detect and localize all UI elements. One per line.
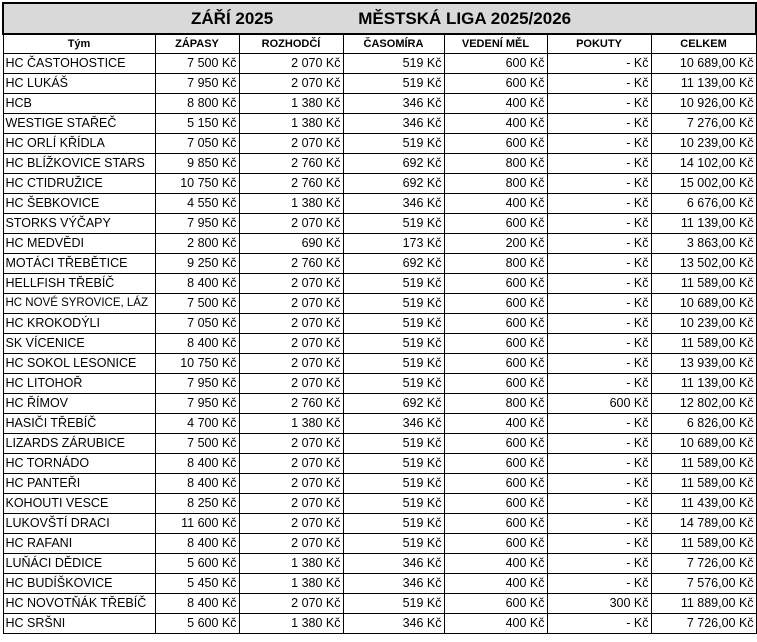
cell-total[interactable]: 11 889,00 Kč [651, 593, 756, 613]
cell-team[interactable]: HC KROKODÝLI [3, 313, 155, 333]
cell-referees[interactable]: 2 070 Kč [239, 453, 343, 473]
table-row [3, 493, 756, 513]
cell-referees[interactable]: 2 070 Kč [239, 493, 343, 513]
cell-management[interactable]: 600 Kč [444, 213, 547, 233]
cell-matches[interactable]: 7 950 Kč [155, 393, 239, 413]
cell-total[interactable]: 11 589,00 Kč [651, 333, 756, 353]
cell-referees[interactable]: 2 070 Kč [239, 293, 343, 313]
cell-penalties[interactable]: 600 Kč [547, 393, 651, 413]
cell-team[interactable]: HC ORLÍ KŘÍDLA [3, 133, 155, 153]
cell-management[interactable]: 600 Kč [444, 593, 547, 613]
cell-management[interactable]: 400 Kč [444, 613, 547, 633]
cell-referees[interactable]: 2 070 Kč [239, 273, 343, 293]
cell-matches[interactable]: 11 600 Kč [155, 513, 239, 533]
cell-matches[interactable]: 7 950 Kč [155, 73, 239, 93]
cell-management[interactable]: 400 Kč [444, 413, 547, 433]
cell-referees[interactable]: 690 Kč [239, 233, 343, 253]
cell-timekeeping[interactable]: 519 Kč [343, 433, 444, 453]
cell-penalties[interactable]: - Kč [547, 173, 651, 193]
cell-penalties[interactable]: - Kč [547, 533, 651, 553]
cell-team[interactable]: HC TORNÁDO [3, 453, 155, 473]
cell-total[interactable]: 10 689,00 Kč [651, 433, 756, 453]
cell-team[interactable]: SK VÍCENICE [3, 333, 155, 353]
cell-timekeeping[interactable]: 519 Kč [343, 53, 444, 73]
table-row [3, 193, 756, 213]
cell-management[interactable]: 600 Kč [444, 373, 547, 393]
cell-management[interactable]: 600 Kč [444, 513, 547, 533]
cell-management[interactable]: 600 Kč [444, 53, 547, 73]
cell-total[interactable]: 6 826,00 Kč [651, 413, 756, 433]
cell-matches[interactable]: 5 150 Kč [155, 113, 239, 133]
cell-penalties[interactable]: - Kč [547, 73, 651, 93]
cell-team[interactable]: HC ŠEBKOVICE [3, 193, 155, 213]
cell-management[interactable]: 600 Kč [444, 273, 547, 293]
cell-total[interactable]: 6 676,00 Kč [651, 193, 756, 213]
table-row [3, 433, 756, 453]
cell-total[interactable]: 11 139,00 Kč [651, 373, 756, 393]
cell-referees[interactable]: 1 380 Kč [239, 93, 343, 113]
header-referees[interactable]: ROZHODČÍ [239, 34, 343, 53]
cell-penalties[interactable]: - Kč [547, 493, 651, 513]
table-row [3, 153, 756, 173]
cell-management[interactable]: 600 Kč [444, 313, 547, 333]
header-total[interactable]: CELKEM [651, 34, 756, 53]
table-row [3, 553, 756, 573]
cell-total[interactable]: 13 502,00 Kč [651, 253, 756, 273]
cell-team[interactable]: WESTIGE STAŘEČ [3, 113, 155, 133]
cell-team[interactable]: HC LITOHOŘ [3, 373, 155, 393]
table-row [3, 513, 756, 533]
cell-timekeeping[interactable]: 692 Kč [343, 173, 444, 193]
cell-timekeeping[interactable]: 519 Kč [343, 533, 444, 553]
cell-timekeeping[interactable]: 519 Kč [343, 453, 444, 473]
table-row [3, 393, 756, 413]
cell-total[interactable]: 7 726,00 Kč [651, 553, 756, 573]
cell-team[interactable]: STORKS VÝČAPY [3, 213, 155, 233]
cell-matches[interactable]: 5 450 Kč [155, 573, 239, 593]
cell-matches[interactable]: 4 700 Kč [155, 413, 239, 433]
cell-management[interactable]: 600 Kč [444, 353, 547, 373]
cell-management[interactable]: 600 Kč [444, 493, 547, 513]
table-row [3, 313, 756, 333]
cell-total[interactable]: 11 589,00 Kč [651, 453, 756, 473]
cell-penalties[interactable]: - Kč [547, 313, 651, 333]
cell-penalties[interactable]: - Kč [547, 473, 651, 493]
table-row [3, 233, 756, 253]
league-fees-table [2, 2, 757, 634]
cell-matches[interactable]: 7 500 Kč [155, 53, 239, 73]
table-row [3, 613, 756, 633]
cell-total[interactable]: 12 802,00 Kč [651, 393, 756, 413]
cell-total[interactable]: 3 863,00 Kč [651, 233, 756, 253]
cell-total[interactable]: 10 926,00 Kč [651, 93, 756, 113]
cell-management[interactable]: 400 Kč [444, 193, 547, 213]
cell-matches[interactable]: 7 500 Kč [155, 433, 239, 453]
table-row [3, 333, 756, 353]
cell-matches[interactable]: 4 550 Kč [155, 193, 239, 213]
cell-team[interactable]: HC NOVÉ SYROVICE, LÁZ [3, 293, 155, 313]
cell-penalties[interactable]: - Kč [547, 373, 651, 393]
cell-management[interactable]: 600 Kč [444, 433, 547, 453]
cell-penalties[interactable]: - Kč [547, 553, 651, 573]
cell-team[interactable]: HC BLÍŽKOVICE STARS [3, 153, 155, 173]
table-row [3, 293, 756, 313]
cell-total[interactable]: 10 689,00 Kč [651, 293, 756, 313]
cell-timekeeping[interactable]: 519 Kč [343, 73, 444, 93]
table-row [3, 213, 756, 233]
cell-penalties[interactable]: - Kč [547, 113, 651, 133]
cell-penalties[interactable]: - Kč [547, 233, 651, 253]
cell-referees[interactable]: 2 070 Kč [239, 433, 343, 453]
table-row [3, 453, 756, 473]
cell-matches[interactable]: 7 950 Kč [155, 373, 239, 393]
table-row [3, 53, 756, 73]
cell-team[interactable]: LUKOVŠTÍ DRACI [3, 513, 155, 533]
cell-referees[interactable]: 2 070 Kč [239, 73, 343, 93]
cell-team[interactable]: HC SOKOL LESONICE [3, 353, 155, 373]
cell-team[interactable]: HC NOVOTŇÁK TŘEBÍČ [3, 593, 155, 613]
cell-timekeeping[interactable]: 346 Kč [343, 613, 444, 633]
table-row [3, 413, 756, 433]
cell-management[interactable]: 600 Kč [444, 473, 547, 493]
cell-management[interactable]: 600 Kč [444, 133, 547, 153]
cell-team[interactable]: HC CTIDRUŽICE [3, 173, 155, 193]
cell-total[interactable]: 14 102,00 Kč [651, 153, 756, 173]
cell-referees[interactable]: 2 760 Kč [239, 253, 343, 273]
table-row [3, 473, 756, 493]
cell-referees[interactable]: 2 070 Kč [239, 353, 343, 373]
cell-total[interactable]: 10 239,00 Kč [651, 313, 756, 333]
table-row [3, 133, 756, 153]
cell-referees[interactable]: 2 070 Kč [239, 473, 343, 493]
cell-total[interactable]: 15 002,00 Kč [651, 173, 756, 193]
cell-total[interactable]: 10 689,00 Kč [651, 53, 756, 73]
cell-matches[interactable]: 10 750 Kč [155, 353, 239, 373]
cell-matches[interactable]: 7 500 Kč [155, 293, 239, 313]
cell-management[interactable]: 600 Kč [444, 293, 547, 313]
cell-management[interactable]: 600 Kč [444, 533, 547, 553]
cell-referees[interactable]: 2 070 Kč [239, 373, 343, 393]
cell-referees[interactable]: 1 380 Kč [239, 553, 343, 573]
cell-team[interactable]: HELLFISH TŘEBÍČ [3, 273, 155, 293]
cell-timekeeping[interactable]: 519 Kč [343, 493, 444, 513]
cell-penalties[interactable]: - Kč [547, 53, 651, 73]
cell-timekeeping[interactable]: 519 Kč [343, 593, 444, 613]
cell-timekeeping[interactable]: 519 Kč [343, 313, 444, 333]
cell-total[interactable]: 13 939,00 Kč [651, 353, 756, 373]
title-month: ZÁŘÍ 2025 [191, 8, 274, 28]
cell-referees[interactable]: 1 380 Kč [239, 193, 343, 213]
cell-referees[interactable]: 1 380 Kč [239, 573, 343, 593]
cell-total[interactable]: 11 589,00 Kč [651, 273, 756, 293]
cell-referees[interactable]: 2 070 Kč [239, 213, 343, 233]
cell-management[interactable]: 600 Kč [444, 453, 547, 473]
cell-timekeeping[interactable]: 346 Kč [343, 573, 444, 593]
cell-penalties[interactable]: 300 Kč [547, 593, 651, 613]
cell-matches[interactable]: 8 400 Kč [155, 473, 239, 493]
cell-total[interactable]: 7 726,00 Kč [651, 613, 756, 633]
table-row [3, 353, 756, 373]
cell-timekeeping[interactable]: 519 Kč [343, 133, 444, 153]
cell-team[interactable]: LUŇÁCI DĚDICE [3, 553, 155, 573]
cell-timekeeping[interactable]: 519 Kč [343, 373, 444, 393]
cell-timekeeping[interactable]: 519 Kč [343, 513, 444, 533]
cell-management[interactable]: 800 Kč [444, 153, 547, 173]
cell-referees[interactable]: 2 070 Kč [239, 133, 343, 153]
cell-matches[interactable]: 8 250 Kč [155, 493, 239, 513]
header-management[interactable]: VEDENÍ MĚL [444, 34, 547, 53]
cell-timekeeping[interactable]: 173 Kč [343, 233, 444, 253]
cell-penalties[interactable]: - Kč [547, 613, 651, 633]
cell-total[interactable]: 11 589,00 Kč [651, 533, 756, 553]
cell-referees[interactable]: 2 070 Kč [239, 313, 343, 333]
cell-team[interactable]: HC RAFANI [3, 533, 155, 553]
cell-team[interactable]: HC ŘÍMOV [3, 393, 155, 413]
cell-timekeeping[interactable]: 692 Kč [343, 153, 444, 173]
cell-penalties[interactable]: - Kč [547, 413, 651, 433]
cell-penalties[interactable]: - Kč [547, 153, 651, 173]
cell-management[interactable]: 600 Kč [444, 73, 547, 93]
cell-management[interactable]: 200 Kč [444, 233, 547, 253]
cell-penalties[interactable]: - Kč [547, 133, 651, 153]
cell-referees[interactable]: 1 380 Kč [239, 413, 343, 433]
cell-timekeeping[interactable]: 346 Kč [343, 113, 444, 133]
cell-team[interactable]: MOTÁCI TŘEBĚTICE [3, 253, 155, 273]
cell-timekeeping[interactable]: 519 Kč [343, 333, 444, 353]
table-row [3, 373, 756, 393]
cell-referees[interactable]: 2 070 Kč [239, 513, 343, 533]
cell-penalties[interactable]: - Kč [547, 353, 651, 373]
table-row [3, 253, 756, 273]
cell-penalties[interactable]: - Kč [547, 193, 651, 213]
cell-matches[interactable]: 10 750 Kč [155, 173, 239, 193]
cell-referees[interactable]: 1 380 Kč [239, 113, 343, 133]
cell-penalties[interactable]: - Kč [547, 573, 651, 593]
cell-timekeeping[interactable]: 519 Kč [343, 353, 444, 373]
cell-penalties[interactable]: - Kč [547, 253, 651, 273]
cell-team[interactable]: HC MEDVĚDI [3, 233, 155, 253]
cell-referees[interactable]: 2 760 Kč [239, 393, 343, 413]
table-row [3, 273, 756, 293]
cell-team[interactable]: HC SRŠNI [3, 613, 155, 633]
cell-penalties[interactable]: - Kč [547, 213, 651, 233]
cell-timekeeping[interactable]: 692 Kč [343, 253, 444, 273]
table-row [3, 573, 756, 593]
cell-penalties[interactable]: - Kč [547, 273, 651, 293]
cell-matches[interactable]: 8 400 Kč [155, 593, 239, 613]
cell-total[interactable]: 11 139,00 Kč [651, 73, 756, 93]
cell-timekeeping[interactable]: 519 Kč [343, 213, 444, 233]
header-timekeeping[interactable]: ČASOMÍRA [343, 34, 444, 53]
cell-matches[interactable]: 8 400 Kč [155, 333, 239, 353]
cell-total[interactable]: 7 276,00 Kč [651, 113, 756, 133]
cell-total[interactable]: 10 239,00 Kč [651, 133, 756, 153]
table-row [3, 593, 756, 613]
table-row [3, 73, 756, 93]
header-penalties[interactable]: POKUTY [547, 34, 651, 53]
cell-timekeeping[interactable]: 519 Kč [343, 473, 444, 493]
cell-team[interactable]: HCB [3, 93, 155, 113]
cell-referees[interactable]: 2 070 Kč [239, 53, 343, 73]
cell-referees[interactable]: 2 070 Kč [239, 593, 343, 613]
cell-matches[interactable]: 8 400 Kč [155, 453, 239, 473]
cell-penalties[interactable]: - Kč [547, 333, 651, 353]
cell-team[interactable]: LIZARDS ZÁRUBICE [3, 433, 155, 453]
cell-total[interactable]: 11 589,00 Kč [651, 473, 756, 493]
cell-total[interactable]: 11 139,00 Kč [651, 213, 756, 233]
cell-penalties[interactable]: - Kč [547, 93, 651, 113]
cell-total[interactable]: 7 576,00 Kč [651, 573, 756, 593]
cell-management[interactable]: 800 Kč [444, 173, 547, 193]
cell-matches[interactable]: 8 400 Kč [155, 273, 239, 293]
cell-timekeeping[interactable]: 346 Kč [343, 553, 444, 573]
cell-penalties[interactable]: - Kč [547, 453, 651, 473]
cell-matches[interactable]: 9 850 Kč [155, 153, 239, 173]
cell-matches[interactable]: 7 050 Kč [155, 133, 239, 153]
cell-matches[interactable]: 5 600 Kč [155, 613, 239, 633]
table-row [3, 173, 756, 193]
cell-management[interactable]: 800 Kč [444, 393, 547, 413]
cell-timekeeping[interactable]: 346 Kč [343, 193, 444, 213]
spreadsheet [2, 2, 755, 634]
cell-matches[interactable]: 8 800 Kč [155, 93, 239, 113]
cell-team[interactable]: HC LUKÁŠ [3, 73, 155, 93]
cell-management[interactable]: 400 Kč [444, 553, 547, 573]
cell-team[interactable]: HC PANTEŘI [3, 473, 155, 493]
cell-matches[interactable]: 7 950 Kč [155, 213, 239, 233]
cell-total[interactable]: 11 439,00 Kč [651, 493, 756, 513]
cell-matches[interactable]: 5 600 Kč [155, 553, 239, 573]
table-row [3, 533, 756, 553]
cell-penalties[interactable]: - Kč [547, 293, 651, 313]
cell-matches[interactable]: 9 250 Kč [155, 253, 239, 273]
cell-team[interactable]: HASIČI TŘEBÍČ [3, 413, 155, 433]
title-row [3, 3, 756, 34]
cell-total[interactable]: 14 789,00 Kč [651, 513, 756, 533]
cell-team[interactable]: HC ČASTOHOSTICE [3, 53, 155, 73]
cell-timekeeping[interactable]: 519 Kč [343, 293, 444, 313]
title-league: MĚSTSKÁ LIGA 2025/2026 [358, 8, 572, 28]
cell-matches[interactable]: 8 400 Kč [155, 533, 239, 553]
cell-penalties[interactable]: - Kč [547, 433, 651, 453]
cell-management[interactable]: 400 Kč [444, 573, 547, 593]
cell-referees[interactable]: 2 070 Kč [239, 333, 343, 353]
cell-referees[interactable]: 1 380 Kč [239, 613, 343, 633]
cell-matches[interactable]: 7 050 Kč [155, 313, 239, 333]
cell-matches[interactable]: 2 800 Kč [155, 233, 239, 253]
cell-management[interactable]: 800 Kč [444, 253, 547, 273]
cell-referees[interactable]: 2 070 Kč [239, 533, 343, 553]
title-cell[interactable] [3, 3, 756, 34]
table-body [3, 53, 756, 633]
cell-referees[interactable]: 2 760 Kč [239, 153, 343, 173]
header-matches[interactable]: ZÁPASY [155, 34, 239, 53]
table-row [3, 93, 756, 113]
table-row [3, 113, 756, 133]
cell-management[interactable]: 600 Kč [444, 333, 547, 353]
cell-penalties[interactable]: - Kč [547, 513, 651, 533]
cell-management[interactable]: 400 Kč [444, 93, 547, 113]
cell-team[interactable]: KOHOUTI VESCE [3, 493, 155, 513]
cell-team[interactable]: HC BUDÍŠKOVICE [3, 573, 155, 593]
cell-referees[interactable]: 2 760 Kč [239, 173, 343, 193]
cell-timekeeping[interactable]: 346 Kč [343, 93, 444, 113]
cell-timekeeping[interactable]: 692 Kč [343, 393, 444, 413]
header-row [3, 34, 756, 53]
header-team[interactable]: Tým [3, 34, 155, 53]
cell-timekeeping[interactable]: 519 Kč [343, 273, 444, 293]
cell-timekeeping[interactable]: 346 Kč [343, 413, 444, 433]
cell-management[interactable]: 400 Kč [444, 113, 547, 133]
